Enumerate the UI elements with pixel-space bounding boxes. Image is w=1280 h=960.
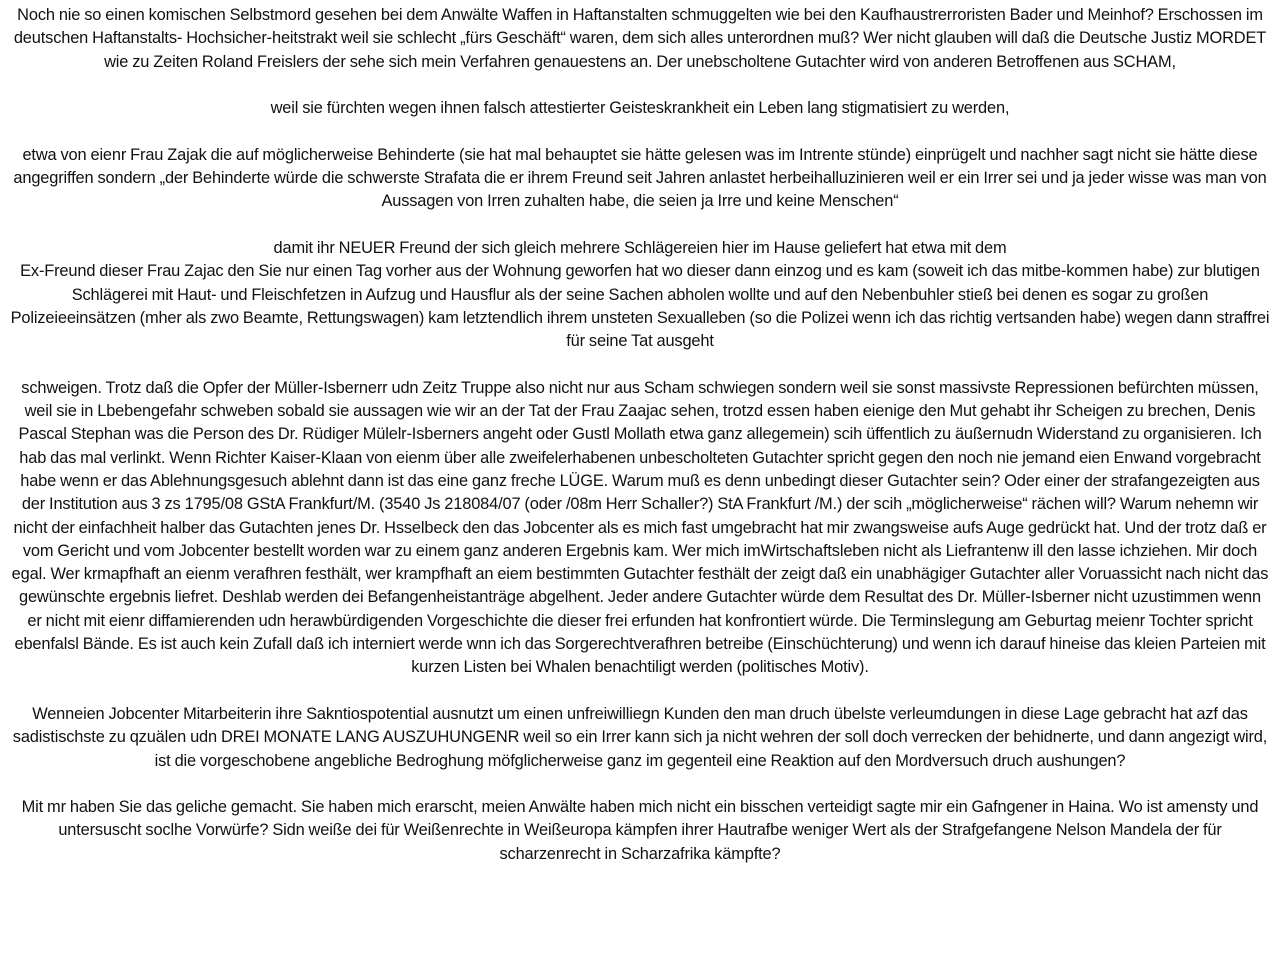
paragraph-5: Ex-Freund dieser Frau Zajac den Sie nur einen Tag vorher aus der Wohnung geworfen hat wo dieser dann einzog und es kam (soweit ich das mitbe-kommen habe) zur blutigen Schlägerei mit Haut- und Fleischfetzen in Aufzug und Hausflur als der seine Sachen abholen wollte und auf den Nebenbuhler stieß bei denen es sogar zu großen Polizeieeinsätzen (mher als zwo Beamte, Rettungswagen) kam letztendlich ihrem unsteten Sexualleben (so die Polizei wenn ich das richtig vertsanden habe) wegen dann straffrei für seine Tat ausgeht <box>10 262 1270 351</box>
paragraph-7: Wenneien Jobcenter Mitarbeiterin ihre Sakntiospotential ausnutzt um einen unfreiwilliegn Kunden den man druch übelste verleumdungen in diese Lage gebracht hat azf das sadistischste zu qzuälen udn DREI MONATE LANG AUSZUHUNGENR weil so ein Irrer kann sich ja nicht wehren der soll doch verrecken der behidnerte, und dann angezigt wird, ist die vorgeschobene angebliche Bedroghung möfglicherweise ganz im gegenteil eine Reaktion auf den Mordversuch druch aushungen? <box>12 704 1268 770</box>
paragraph-4: damit ihr NEUER Freund der sich gleich mehrere Schlägereien hier im Hause geliefert hat etwa mit dem <box>273 238 1007 257</box>
paragraph-3: etwa von eienr Frau Zajak die auf möglicherweise Behinderte (sie hat mal behauptet sie hätte gelesen was im Intrente stünde) einprügelt und nachher sagt nicht sie hätte diese angegriffen sondern „der Behinderte würde die schwerste Strafata die er ihrem Freund seit Jahren anlastet herbeihalluzinieren weil er ein Irrer sei und ja jeder wisse was man von Aussagen von Irren zuhalten habe, die seien ja Irre und keine Menschen“ <box>13 145 1267 211</box>
paragraph-2: weil sie fürchten wegen ihnen falsch attestierter Geisteskrankheit ein Leben lang stigmatisiert zu werden, <box>270 99 1010 118</box>
paragraph-8: Mit mr haben Sie das geliche gemacht. Sie haben mich erarscht, meien Anwälte haben mich nicht ein bisschen verteidigt sagte mir ein Gafngener in Haina. Wo ist amensty und untersuscht soclhe Vorwürfe? Sidn weiße dei für Weißenrechte in Weißeuropa kämpfen ihrer Hautrafbe weniger Wert als der Strafgefangene Nelson Mandela der für scharzenrecht in Scharzafrika kämpfte? <box>21 798 1259 863</box>
paragraph-1: Noch nie so einen komischen Selbstmord gesehen bei dem Anwälte Waffen in Haftanstalten schmuggelten wie bei den Kaufhaustrerroristen Bader und Meinhof? Erschossen im deutschen Haftanstalts- Hochsicher-heitstrakt weil sie schlecht „fürs Geschäft“ waren, dem sich alles unterordnen muß? Wer nicht glauben will daß die Deutsche Justiz MORDET wie zu Zeiten Roland Freislers der sehe sich mein Verfahren genauestens an. Der unebscholtene Gutachter wird von anderen Betroffenen aus SCHAM, <box>13 6 1267 71</box>
paragraph-6: schweigen. Trotz daß die Opfer der Müller-Isbernerr udn Zeitz Truppe also nicht nur aus Scham schwiegen sondern weil sie sonst massivste Repressionen befürchten müssen, weil sie in Lbebengefahr schweben sobald sie aussagen wie wir an der Tat der Frau Zaajac sehen, trotzd essen haben eienige den Mut gehabt ihr Scheigen zu brechen, Denis Pascal Stephan was die Person des Dr. Rüdiger Mülelr-Isberners angeht oder Gustl Mollath etwa ganz allegemein) scih üffentlich zu äußernudn Widerstand zu organisieren. Ich hab das mal verlinkt. Wenn Richter Kaiser-Klaan von eienm über alle zweifelerhabenen unbescholteten Gutachter spricht gegen den noch nie jemand eien Enwand vorgebracht habe wenn er das Ablehnungsgesuch ablehnt dann ist das eine ganz freche LÜGE. Warum muß es denn unbedingt dieser Gutachter sein? Oder einer der strafangezeigten aus der Institution aus 3 zs 1795/08 GStA Frankfurt/M. (3540 Js 218084/07 (oder /08m Herr Schaller?) StA Frankfurt /M.) der scih „möglicherweise“ rächen will? Warum nehemn wir nicht der einfachheit halber das Gutachten jenes Dr. Hsselbeck den das Jobcenter als es mich fast umgebracht hat mir zwangsweise aufs Auge gedrückt hat. Und der trotz daß er vom Gericht und vom Jobcenter bestellt worden war zu einem ganz anderen Ergebnis kam. Wer mich imWirtschaftsleben nicht als Liefrantenw ill den lasse ichziehen. Mir doch egal. Wer krmapfhaft an eienm verafhren festhält, wer krampfhaft an eiem bestimmten Gutachter festhält der zeigt daß ein unabhägiger Gutachter aller Voruassicht nach nicht das gewünschte ergebnis liefret. Deshlab werden dei Befangenheistanträge abgelhent. Jeder andere Gutachter würde dem Resultat des Dr. Müller-Isberner nicht uzustimmen wenn er nicht mit eienr diffamierenden udn herawbürdigenden Vorgeschichte die dieser frei erfunden hat konfrontiert würde. Die Terminslegung am Geburtag meienr Tochter spricht ebenfalsl Bände. Es ist auch kein Zufall daß ich interniert werde wnn ich das Sorgerechtverafhren betreibe (Einschüchterung) und wenn ich darauf hineise das kleien Parteien mit kurzen Listen bei Whalen benachtiligt werden (politisches Motiv). <box>11 378 1269 677</box>
